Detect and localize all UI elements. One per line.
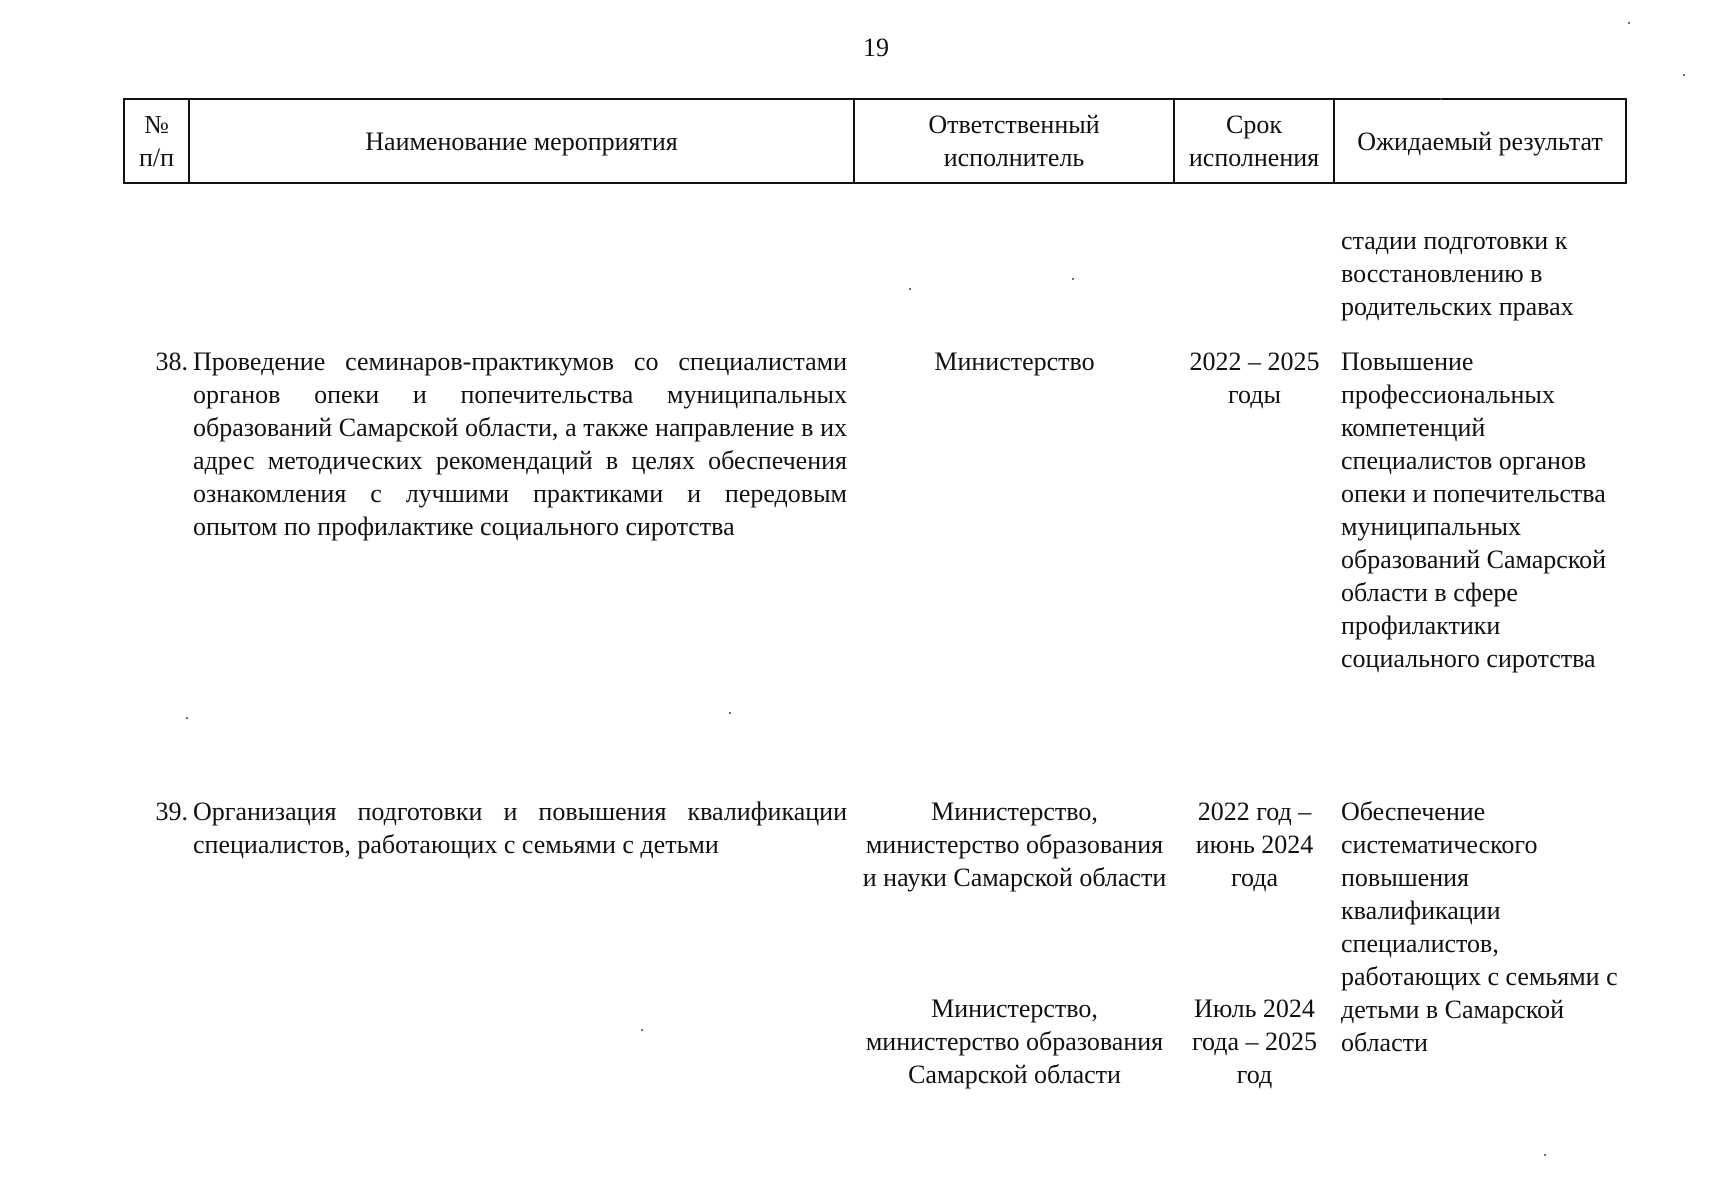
continuation-result: стадии подготовки к восстановлению в родительских правах [1341,226,1574,321]
row-38-term: 2022 – 2025 годы [1189,347,1320,409]
row-38-result: Повышение профессиональных компетенций специалистов органов опеки и попечительства муниципальных образований Самарской области в сфере профилактики социального сиротства [1341,347,1607,673]
row-38-executor: Министерство [934,347,1095,376]
row-39-executor-2: Министерство, министерство образования Самарской области [865,994,1164,1089]
header-name: Наименование мероприятия [189,99,854,183]
row-39-executor-1: Министерство, министерство образования и науки Самарской области [862,797,1167,892]
row-38-number: 38. [155,347,188,376]
header-term: Срок исполнения [1174,99,1334,183]
header-executor: Ответственный исполнитель [854,99,1174,183]
row-39-result: Обеспечение систематического повышения квалификации специалистов, работающих с семьями с детьми в Самарской области [1341,797,1618,1057]
scan-speck [1683,74,1685,76]
scan-speck [1628,22,1630,24]
row-39-number: 39. [155,797,188,826]
scan-speck [1072,278,1074,280]
table-header [123,98,1627,184]
scan-speck [641,1029,643,1031]
row-38-name: Проведение семинаров-практикумов со специалистами органов опеки и попечительства муниципальных образований Самарской области, а также направление в их адрес методических рекомендаций в целях обеспечения ознакомления с лучшими практиками и передовым опытом по профилактике социального сиротства [193,347,847,541]
header-result: Ожидаемый результат [1334,99,1626,183]
row-39-name: Организация подготовки и повышения квалификации специалистов, работающих с семьями с детьми [193,797,847,859]
header-num: № п/п [124,99,189,183]
page-number: 19 [863,33,889,62]
scan-speck [729,712,731,714]
scan-speck [1440,98,1442,100]
row-39-term-2: Июль 2024 года – 2025 год [1191,994,1318,1089]
row-39-term-1: 2022 год – июнь 2024 года [1195,797,1314,892]
scan-speck [1544,1154,1546,1156]
scan-speck [186,717,188,719]
scan-speck [909,288,911,290]
